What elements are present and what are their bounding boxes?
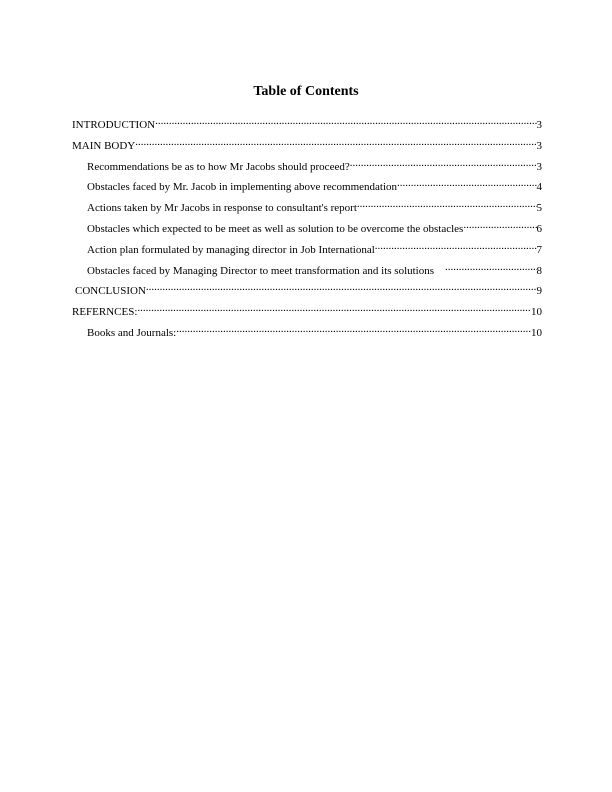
toc-page-number: 4 [536,181,542,194]
toc-page-number: 9 [536,285,542,298]
toc-entry-text: REFERNCES: [72,306,138,319]
toc-page-number: 6 [536,222,542,235]
toc-entry-main-body[interactable] [72,135,542,156]
toc-entry-books-and-journals[interactable] [72,322,542,343]
toc-entry-text: Actions taken by Mr Jacobs in response to consultant's report [87,202,357,215]
toc-dot-leader [445,260,536,274]
toc-page-number: 8 [536,264,542,277]
toc-dot-leader [397,176,536,190]
toc-dot-leader [146,280,537,294]
toc-entry-text: Recommendations be as to how Mr Jacobs should proceed? [87,160,350,173]
toc-dot-leader [137,301,531,315]
toc-list [72,114,542,343]
toc-entry-text: Obstacles faced by Mr. Jacob in implementing above recommendation [87,181,398,194]
toc-entry-text: Obstacles which expected to be meet as well as solution to be overcome the obstacles [87,222,464,235]
toc-page-number: 5 [536,202,542,215]
toc-entry-text: MAIN BODY [72,139,136,152]
toc-entry-text: Action plan formulated by managing director in Job International [87,243,375,256]
toc-dot-leader [350,156,537,170]
toc-entry-text: CONCLUSION [75,285,146,298]
toc-page-number: 10 [531,306,542,319]
toc-page-number: 3 [536,119,542,131]
toc-entry-obstacles-managing-director[interactable] [72,260,542,281]
toc-dot-leader [155,114,536,128]
toc-dot-leader [135,135,536,149]
toc-entry-conclusion[interactable] [72,280,542,301]
toc-page-number: 7 [536,243,542,256]
toc-title: Table of Contents [253,84,359,99]
toc-page-number: 3 [536,160,542,173]
toc-entry-obstacles-expected[interactable] [72,218,542,239]
toc-dot-leader [357,197,537,211]
toc-page-number: 10 [531,326,542,339]
toc-entry-introduction[interactable] [72,114,542,135]
toc-page-number: 3 [536,139,542,152]
toc-dot-leader [463,218,536,232]
toc-entry-references[interactable] [72,301,542,322]
toc-entry-actions-taken[interactable] [72,197,542,218]
toc-entry-text: INTRODUCTION [72,119,156,131]
toc-entry-action-plan[interactable] [72,239,542,260]
toc-dot-leader [176,322,531,336]
toc-entry-obstacles-mr-jacob[interactable] [72,176,542,197]
toc-entry-text: Books and Journals: [87,326,177,339]
toc-entry-text: Obstacles faced by Managing Director to meet transformation and its solutions [87,264,446,277]
toc-dot-leader [375,239,537,253]
toc-entry-recommendations[interactable] [72,156,542,177]
